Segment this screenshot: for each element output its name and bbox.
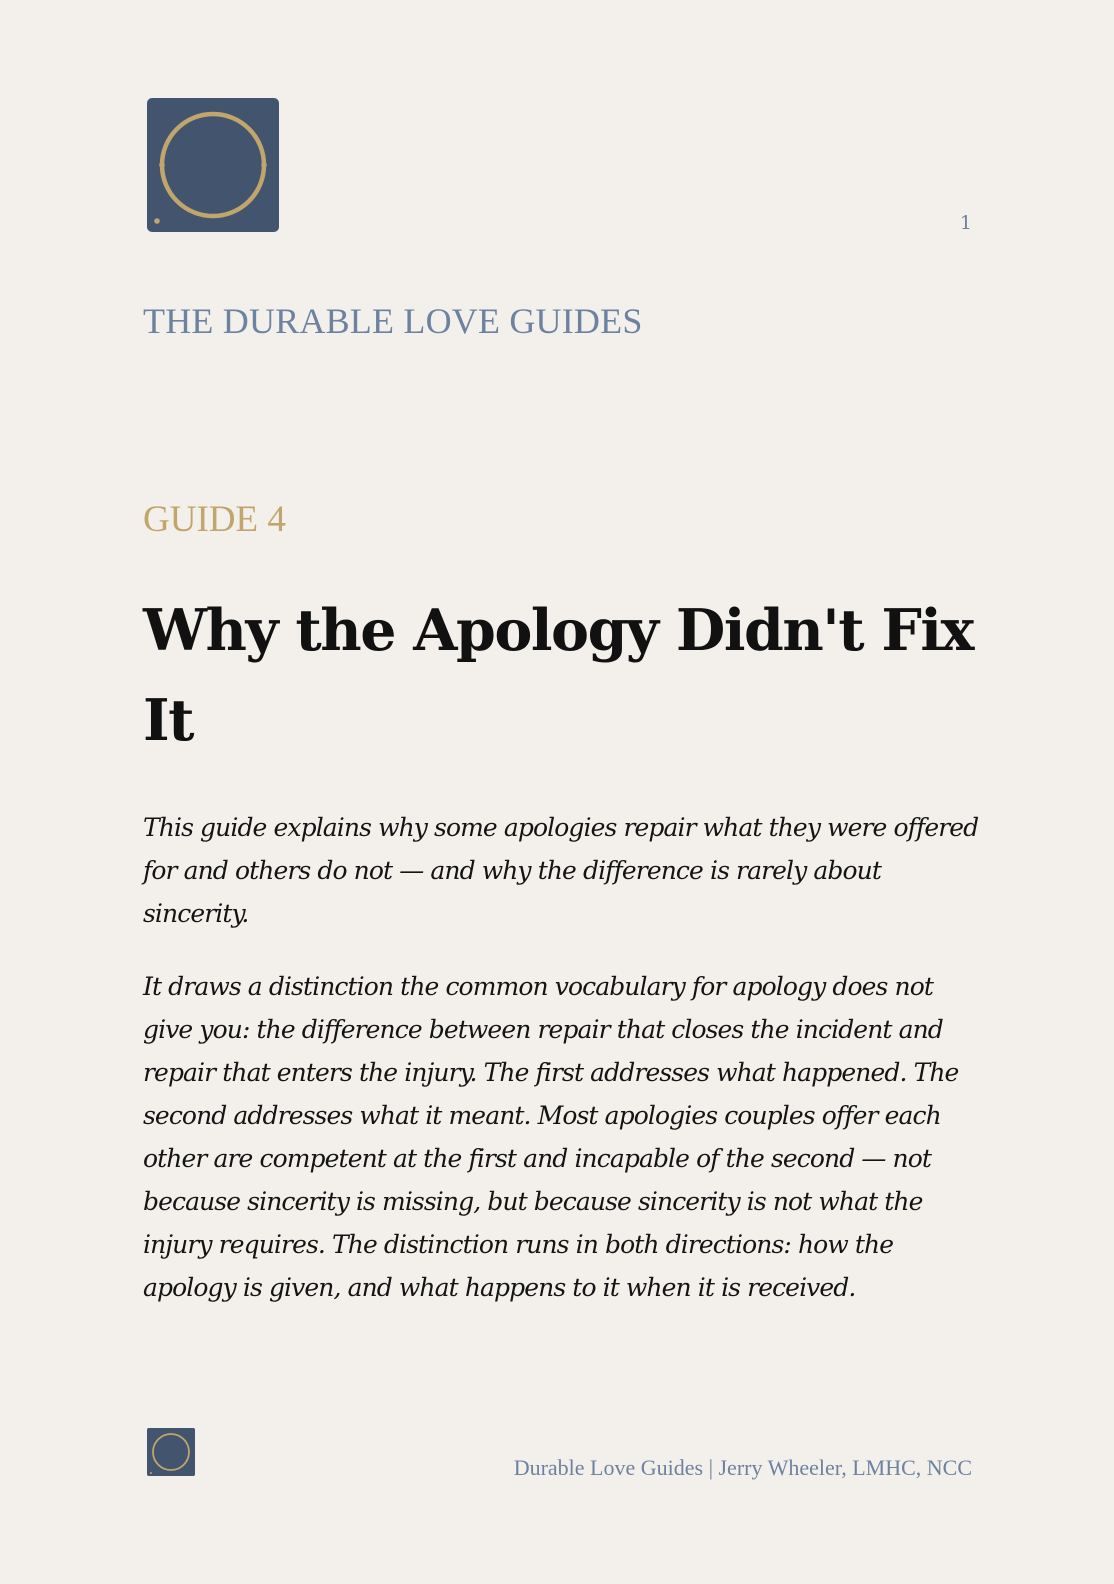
ring-logo-icon: [147, 98, 279, 232]
page-number: 1: [959, 212, 972, 234]
series-title: THE DURABLE LOVE GUIDES: [143, 301, 643, 341]
guide-title: Why the Apology Didn't Fix It: [143, 597, 973, 754]
intro-paragraph: This guide explains why some apologies repair what they were offered for and others do not — and why the difference is rarely about sincerity.: [143, 813, 979, 928]
brand-logo: [147, 98, 279, 232]
ring-logo-icon: [147, 1428, 195, 1476]
footer-credit: Durable Love Guides | Jerry Wheeler, LMHC, NCC: [513, 1455, 972, 1480]
guide-introduction: [143, 806, 983, 1339]
intro-paragraph: It draws a distinction the common vocabulary for apology does not give you: the difference between repair that closes the incident and repair that enters the injury. The first addresses what happened. The second addresses what it meant. Most apologies couples offer each other are competent at the first and incapable of the second — not because sincerity is missing, but because sincerity is not what the injury requires. The distinction runs in both directions: how the apology is given, and what happens to it when it is received.: [143, 972, 959, 1302]
footer-logo: [147, 1428, 195, 1476]
guide-number-label: GUIDE 4: [143, 499, 286, 540]
